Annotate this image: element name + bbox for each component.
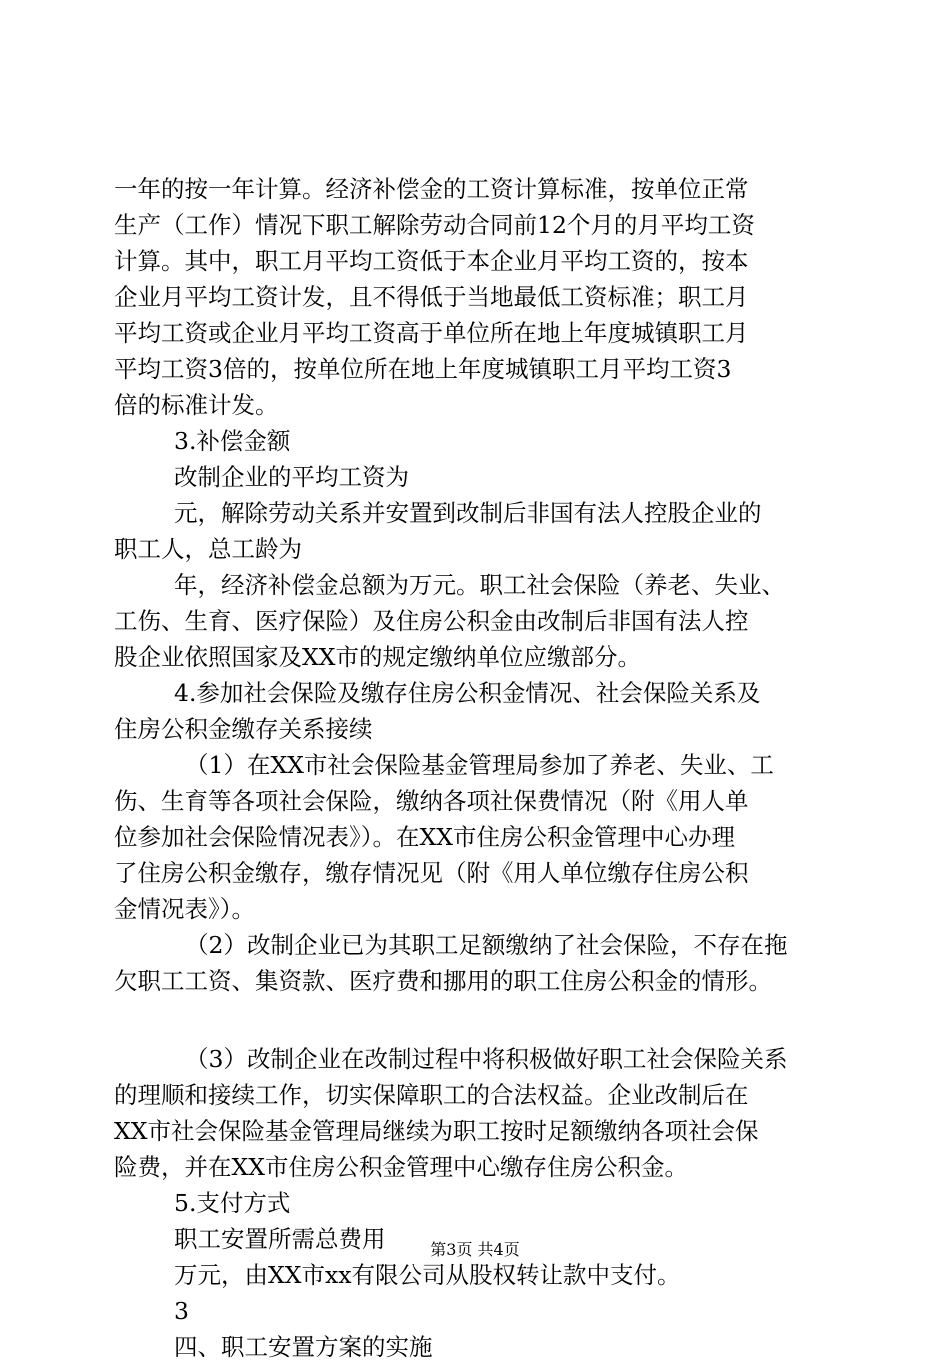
text-line: （1）在XX市社会保险基金管理局参加了养老、失业、工 bbox=[185, 751, 774, 779]
text-line: 金情况表》）。 bbox=[114, 895, 255, 923]
section-heading: 5.支付方式 bbox=[174, 1189, 291, 1217]
text-line: （2）改制企业已为其职工足额缴纳了社会保险，不存在拖 bbox=[185, 931, 788, 959]
text-line: 股企业依照国家及XX市的规定缴纳单位应缴部分。 bbox=[114, 643, 641, 671]
document-body bbox=[114, 171, 854, 1365]
text-line: 了住房公积金缴存，缴存情况见（附《用人单位缴存住房公积 bbox=[114, 859, 749, 887]
text-line: 工伤、生育、医疗保险）及住房公积金由改制后非国有法人控 bbox=[114, 607, 749, 635]
text-line: 生产（工作）情况下职工解除劳动合同前12个月的月平均工资 bbox=[114, 211, 755, 239]
text-line: XX市社会保险基金管理局继续为职工按时足额缴纳各项社会保 bbox=[114, 1117, 759, 1145]
text-line: 元，解除劳动关系并安置到改制后非国有法人控股企业的 bbox=[174, 499, 762, 527]
text-line: 年，经济补偿金总额为万元。职工社会保险（养老、失业、 bbox=[174, 571, 785, 599]
text-line: 位参加社会保险情况表》）。在XX市住房公积金管理中心办理 bbox=[114, 823, 735, 851]
text-line: 伤、生育等各项社会保险，缴纳各项社保费情况（附《用人单 bbox=[114, 787, 749, 815]
text-line: 平均工资或企业月平均工资高于单位所在地上年度城镇职工月 bbox=[114, 319, 749, 347]
section-heading: 3.补偿金额 bbox=[174, 427, 291, 455]
text-line: 一年的按一年计算。经济补偿金的工资计算标准，按单位正常 bbox=[114, 175, 749, 203]
text-line: 险费，并在XX市住房公积金管理中心缴存住房公积金。 bbox=[114, 1153, 688, 1181]
text-line: 3 bbox=[174, 1297, 189, 1325]
text-line: （3）改制企业在改制过程中将积极做好职工社会保险关系 bbox=[185, 1045, 788, 1073]
text-line: 万元，由XX市xx有限公司从股权转让款中支付。 bbox=[174, 1261, 681, 1289]
text-line: 改制企业的平均工资为 bbox=[174, 463, 409, 491]
text-line: 的理顺和接续工作，切实保障职工的合法权益。企业改制后在 bbox=[114, 1081, 749, 1109]
page-footer: 第3页 共4页 bbox=[430, 1240, 520, 1259]
text-line: 职工安置所需总费用 bbox=[174, 1225, 386, 1253]
text-line: 职工人，总工龄为 bbox=[114, 535, 302, 563]
text-line: 倍的标准计发。 bbox=[114, 391, 279, 419]
text-line: 企业月平均工资计发，且不得低于当地最低工资标准；职工月 bbox=[114, 283, 749, 311]
text-line: 计算。其中，职工月平均工资低于本企业月平均工资的，按本 bbox=[114, 247, 749, 275]
text-line: 欠职工工资、集资款、医疗费和挪用的职工住房公积金的情形。 bbox=[114, 967, 772, 995]
text-line: 平均工资3倍的，按单位所在地上年度城镇职工月平均工资3 bbox=[114, 355, 732, 383]
section-heading: 4.参加社会保险及缴存住房公积金情况、社会保险关系及 bbox=[174, 679, 761, 707]
paragraph-gap bbox=[114, 999, 854, 1041]
text-line: 住房公积金缴存关系接续 bbox=[114, 715, 373, 743]
section-heading: 四、职工安置方案的实施 bbox=[174, 1333, 433, 1361]
